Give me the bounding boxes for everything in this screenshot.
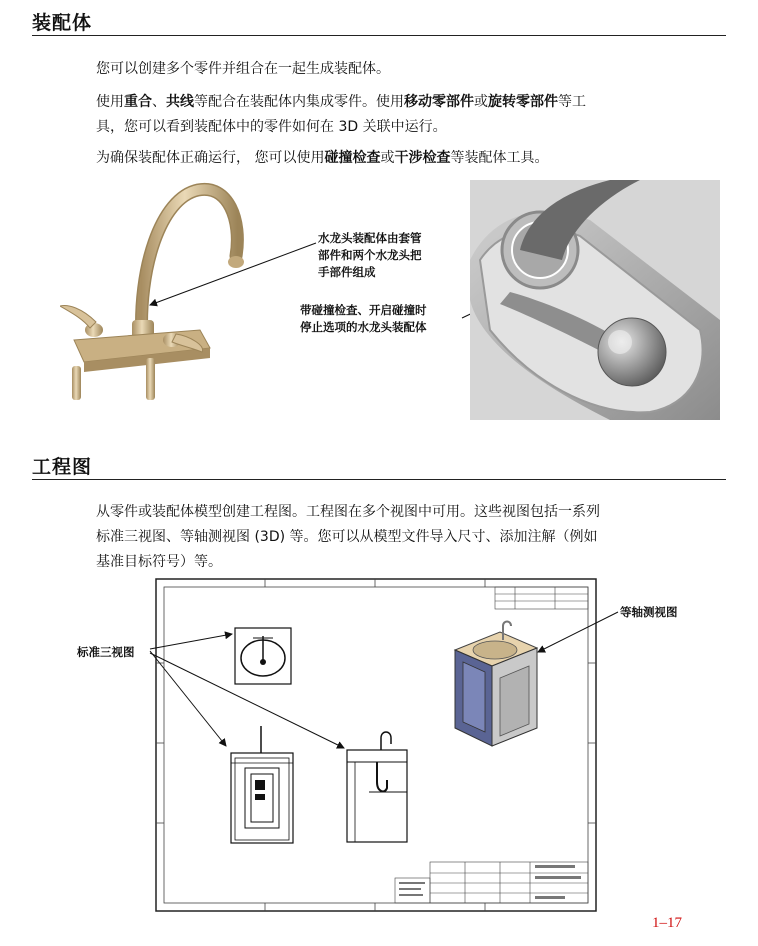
term-collision-detection: 碰撞检查 xyxy=(324,150,381,166)
paragraph-mates: 使用重合、共线等配合在装配体内集成零件。使用移动零部件或旋转零部件等工 具，您可以看到装配体中的零件如何在 3D 关联中运行。 xyxy=(96,94,586,135)
paragraph-drawing: 从零件或装配体模型创建工程图。工程图在多个视图中可用。这些视图包括一系列 标准三视图、等轴测视图 (3D) 等。您可以从模型文件导入尺寸、添加注解（例如 基准目标符号）等。 xyxy=(96,504,600,570)
term-rotate-component: 旋转零部件 xyxy=(488,94,558,110)
label-standard-three-views: 标准三视图 xyxy=(77,645,135,659)
section-heading-assembly: 装配体 xyxy=(32,12,93,34)
term-coincident: 重合 xyxy=(124,94,152,110)
term-interference-detection: 干涉检查 xyxy=(394,150,451,166)
section-heading-drawing: 工程图 xyxy=(32,456,93,478)
heading-rule xyxy=(32,479,726,480)
callout-collision-check: 带碰撞检查、开启碰撞时 停止选项的水龙头装配体 xyxy=(300,303,427,334)
term-move-component: 移动零部件 xyxy=(404,94,474,110)
paragraph-assembly-intro: 您可以创建多个零件并组合在一起生成装配体。 xyxy=(96,61,390,77)
term-collinear: 共线 xyxy=(166,94,194,110)
callout-arrows-section2 xyxy=(0,560,758,780)
label-isometric-view: 等轴测视图 xyxy=(620,605,678,619)
paragraph-checks: 为确保装配体正确运行， 您可以使用碰撞检查或干涉检查等装配体工具。 xyxy=(96,150,549,166)
page-number: 1–17 xyxy=(652,915,682,931)
callout-faucet-assembly: 水龙头装配体由套管 部件和两个水龙头把 手部件组成 xyxy=(318,231,422,279)
collision-check-render xyxy=(470,180,720,420)
